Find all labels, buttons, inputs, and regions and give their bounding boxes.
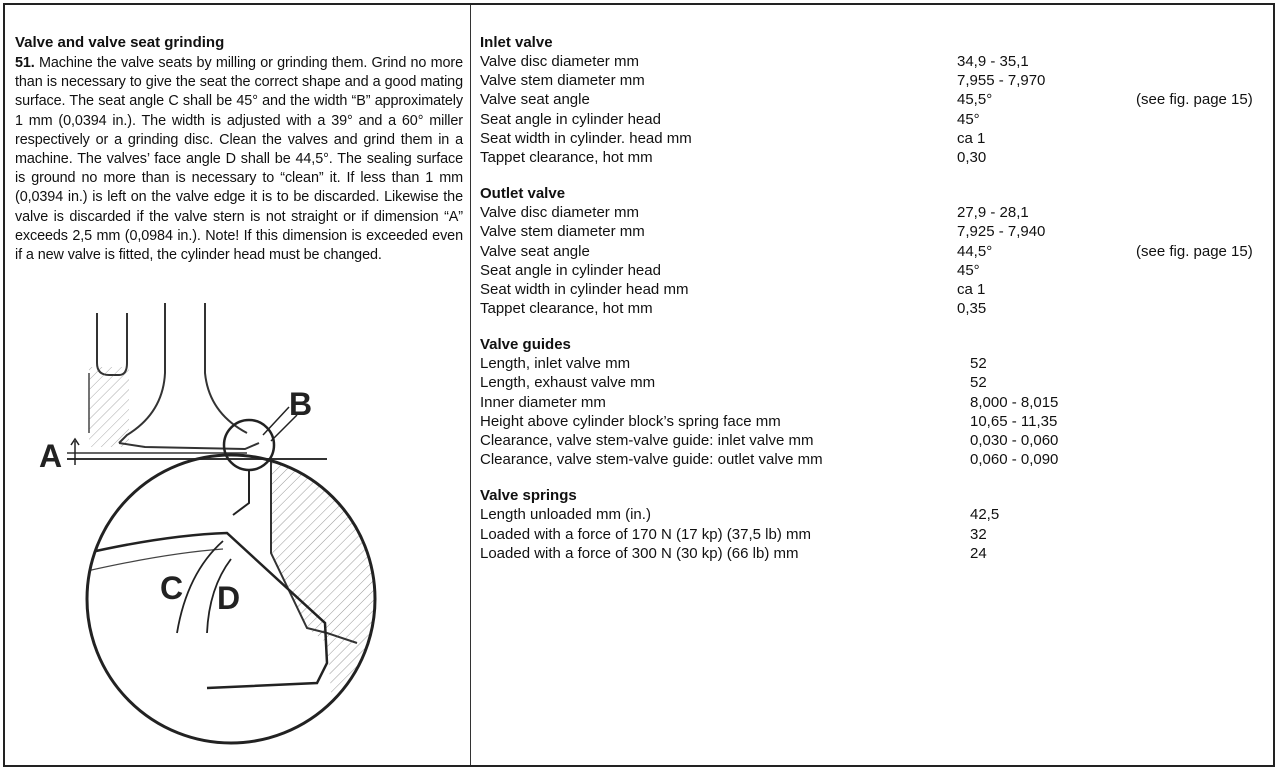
- spec-label: Loaded with a force of 170 N (17 kp) (37,5 lb) mm: [480, 525, 811, 543]
- spec-row: [480, 280, 1270, 299]
- spec-section-title: Inlet valve: [480, 34, 553, 51]
- spec-value: 7,925 - 7,940: [957, 223, 1046, 241]
- spec-label: Length, exhaust valve mm: [480, 374, 656, 392]
- spec-value: 52: [970, 355, 987, 373]
- spec-value: 42,5: [970, 506, 1000, 524]
- spec-row: [480, 373, 1270, 392]
- spec-value: 45°: [957, 261, 980, 279]
- spec-row: [480, 203, 1270, 222]
- instruction-text: Machine the valve seats by milling or grinding them. Grind no more than is necessary to give the seat the correct shape and a good mating surface. The seat angle C shall be 45° and the width “B” approximately 1 mm (0,0394 in.). The width is adjusted with a 39° and a 60° miller respectively or a grinding disc. Clean the valves and grind them in a machine. The valves’ face angle D shall be 44,5°. The sealing surface is ground no more than is necessary to “clean” it. If less than 1 mm (0,0394 in.) is left on the valve edge it is to be discarded. Likewise the valve is discarded if the valve stern is not straight or if dimension “A” exceeds 2,5 mm (0,0984 in.). Note! If this dimension is exceeded even if a new valve is fitted, the cylinder head must be changed.: [15, 55, 463, 264]
- spec-row: [480, 412, 1270, 431]
- spec-row: [480, 525, 1270, 544]
- spec-label: Inner diameter mm: [480, 393, 606, 411]
- specifications-column: [480, 33, 1270, 580]
- spec-row: [480, 52, 1270, 71]
- spec-row: [480, 450, 1270, 469]
- label-a: A: [39, 438, 63, 474]
- spec-value: 44,5°: [957, 242, 993, 260]
- spec-label: Loaded with a force of 300 N (30 kp) (66 lb) mm: [480, 544, 799, 562]
- spec-label: Valve disc diameter mm: [480, 204, 639, 222]
- spec-value: 10,65 - 11,35: [970, 412, 1058, 430]
- step-number: 51.: [15, 55, 35, 71]
- spec-row: [480, 242, 1270, 261]
- spec-label: Seat angle in cylinder head: [480, 261, 661, 279]
- label-d: D: [217, 580, 241, 616]
- spec-label: Length unloaded mm (in.): [480, 506, 651, 524]
- label-b: B: [289, 386, 313, 422]
- spec-value: 0,30: [957, 148, 987, 166]
- spec-label: Tappet clearance, hot mm: [480, 300, 653, 318]
- section-heading: Valve and valve seat grinding: [15, 34, 225, 51]
- spec-label: Valve seat angle: [480, 242, 590, 260]
- spec-section-valve-springs: [480, 486, 1270, 563]
- instruction-paragraph: [15, 54, 463, 265]
- spec-section-valve-guides: [480, 335, 1270, 469]
- spec-label: Seat angle in cylinder head: [480, 110, 661, 128]
- spec-label: Seat width in cylinder. head mm: [480, 129, 692, 147]
- spec-value: 24: [970, 544, 987, 562]
- spec-row: [480, 544, 1270, 563]
- spec-value: 0,35: [957, 300, 987, 318]
- spec-row: [480, 354, 1270, 373]
- label-c: C: [160, 570, 184, 606]
- spec-note: (see fig. page 15): [1136, 242, 1253, 260]
- left-column: [15, 33, 463, 265]
- spec-row: [480, 299, 1270, 318]
- spec-label: Valve stem diameter mm: [480, 72, 645, 90]
- spec-section-inlet-valve: [480, 33, 1270, 167]
- spec-value: ca 1: [957, 129, 986, 147]
- spec-row: [480, 431, 1270, 450]
- spec-section-title: Valve guides: [480, 336, 571, 354]
- spec-value: 45°: [957, 110, 980, 128]
- spec-row: [480, 71, 1270, 90]
- spec-value: 45,5°: [957, 91, 993, 109]
- spec-value: 0,030 - 0,060: [970, 432, 1059, 449]
- spec-row: [480, 393, 1270, 412]
- spec-row: [480, 148, 1270, 167]
- spec-label: Clearance, valve stem-valve guide: inlet valve mm: [480, 432, 814, 449]
- spec-label: Height above cylinder block’s spring face mm: [480, 412, 781, 430]
- spec-row: [480, 90, 1270, 109]
- spec-value: 7,955 - 7,970: [957, 72, 1046, 90]
- spec-value: 32: [970, 525, 987, 543]
- spec-row: [480, 261, 1270, 280]
- document-page: [3, 3, 1275, 767]
- spec-value: 27,9 - 28,1: [957, 204, 1029, 222]
- column-divider: [470, 5, 471, 765]
- spec-label: Length, inlet valve mm: [480, 355, 631, 373]
- spec-section-title: Outlet valve: [480, 185, 566, 203]
- spec-value: 52: [970, 374, 987, 392]
- spec-row: [480, 222, 1270, 241]
- spec-section-outlet-valve: [480, 184, 1270, 318]
- spec-label: Valve seat angle: [480, 91, 590, 109]
- spec-label: Clearance, valve stem-valve guide: outlet valve mm: [480, 451, 823, 469]
- spec-label: Valve disc diameter mm: [480, 53, 639, 70]
- valve-seat-figure: [27, 303, 447, 763]
- spec-row: [480, 110, 1270, 129]
- spec-value: ca 1: [957, 280, 986, 298]
- spec-value: 34,9 - 35,1: [957, 53, 1029, 70]
- spec-value: 0,060 - 0,090: [970, 451, 1059, 469]
- spec-label: Valve stem diameter mm: [480, 223, 645, 241]
- spec-note: (see fig. page 15): [1136, 91, 1253, 109]
- spec-row: [480, 129, 1270, 148]
- spec-label: Tappet clearance, hot mm: [480, 148, 653, 166]
- spec-value: 8,000 - 8,015: [970, 393, 1059, 411]
- spec-section-title: Valve springs: [480, 487, 577, 505]
- spec-row: [480, 505, 1270, 524]
- spec-label: Seat width in cylinder head mm: [480, 280, 689, 298]
